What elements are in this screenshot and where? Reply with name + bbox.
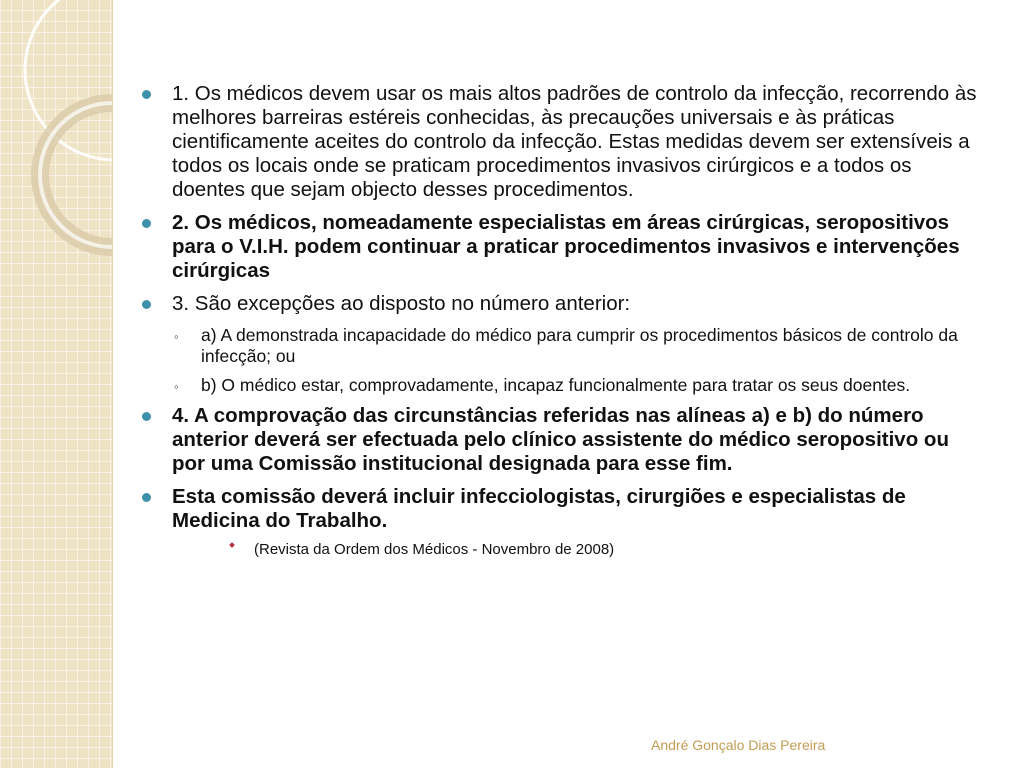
hollow-circle-icon: ◦ — [174, 379, 179, 394]
bullet-5-text: Esta comissão deverá incluir infecciologistas, cirurgiões e especialistas de Medicina do Trabalho. — [172, 485, 906, 532]
bullet-2 — [140, 211, 980, 283]
hollow-circle-icon: ◦ — [174, 329, 179, 344]
bullet-dot-icon — [142, 219, 151, 228]
bullet-3-text: 3. São excepções ao disposto no número anterior: — [172, 292, 631, 315]
sub-bullet-b — [140, 375, 980, 396]
sub-bullet-a — [140, 325, 980, 367]
source-citation-text: (Revista da Ordem dos Médicos - Novembro de 2008) — [254, 541, 615, 558]
sub-bullet-a-text: a) A demonstrada incapacidade do médico para cumprir os procedimentos básicos de controlo da infecção; ou — [201, 325, 958, 366]
bullet-1-text: 1. Os médicos devem usar os mais altos padrões de controlo da infecção, recorrendo às melhores barreiras estéreis conhecidas, às precauções universais e às práticas cientificamente aceites do controlo da infecção. Estas medidas devem ser extensíveis a todos os locais onde se praticam procedimentos invasivos cirúrgicos e a todos os doentes que sejam objecto desses procedimentos. — [172, 82, 977, 201]
bullet-1 — [140, 82, 980, 202]
sub-bullet-b-text: b) O médico estar, comprovadamente, incapaz funcionalmente para tratar os seus doentes. — [201, 375, 911, 395]
author-footer: André Gonçalo Dias Pereira — [651, 737, 826, 753]
bullet-5 — [140, 485, 980, 533]
bullet-2-text: 2. Os médicos, nomeadamente especialistas em áreas cirúrgicas, seropositivos para o V.I.H. podem continuar a praticar procedimentos invasivos e intervenções cirúrgicas — [172, 211, 960, 282]
decorative-circles — [0, 0, 112, 260]
bullet-4 — [140, 404, 980, 476]
bullet-dot-icon — [142, 493, 151, 502]
bullet-4-text: 4. A comprovação das circunstâncias referidas nas alíneas a) e b) do número anterior deverá ser efectuada pelo clínico assistente do médico seropositivo ou por uma Comissão institucional designada para esse fim. — [172, 404, 949, 475]
bullet-dot-icon — [142, 90, 151, 99]
bullet-3 — [140, 292, 980, 316]
bullet-dot-icon — [142, 412, 151, 421]
bullet-dot-icon — [142, 300, 151, 309]
slide-content — [140, 82, 980, 559]
small-diamond-icon — [229, 542, 235, 548]
source-citation — [140, 540, 980, 559]
